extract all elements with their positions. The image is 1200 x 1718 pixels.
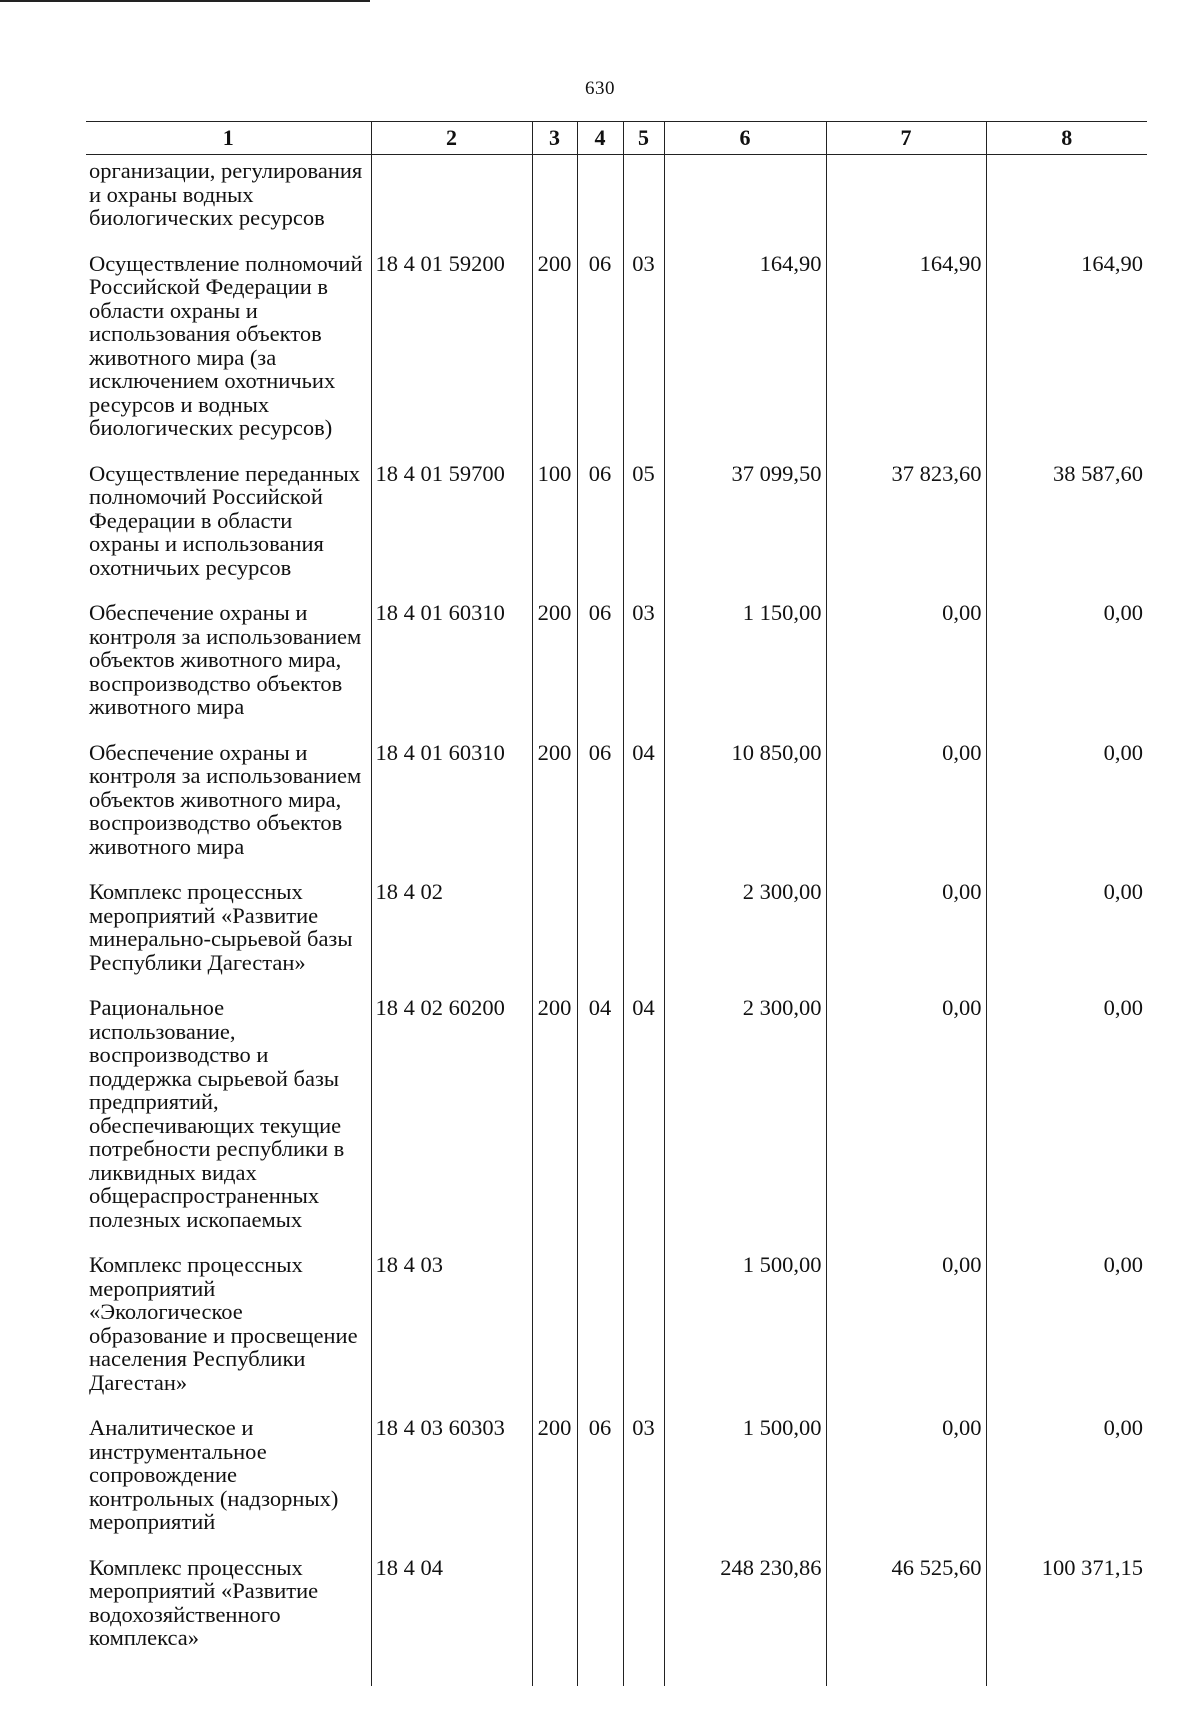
header-col-2: 2 (371, 122, 532, 155)
row-col4: 04 (577, 990, 623, 1247)
header-row (86, 122, 1147, 155)
row-code (371, 155, 532, 246)
row-value-8: 0,00 (986, 1247, 1147, 1410)
row-value-6: 1 150,00 (664, 595, 826, 735)
row-col5: 04 (623, 735, 664, 875)
row-col4: 06 (577, 246, 623, 456)
header-col-5: 5 (623, 122, 664, 155)
row-value-7: 0,00 (826, 735, 986, 875)
row-name: Комплекс процессных мероприятий «Развитие водохозяйственного комплекса» (89, 1554, 319, 1650)
row-col4 (577, 1247, 623, 1410)
row-col3: 200 (532, 735, 577, 875)
table-row (86, 595, 1147, 735)
row-value-6: 2 300,00 (664, 874, 826, 990)
table-body (86, 155, 1147, 1686)
row-value-7: 164,90 (826, 246, 986, 456)
row-value-7: 0,00 (826, 1410, 986, 1550)
row-value-8: 0,00 (986, 1410, 1147, 1550)
header-col-7: 7 (826, 122, 986, 155)
row-col5 (623, 874, 664, 990)
row-value-7: 37 823,60 (826, 456, 986, 596)
row-value-7: 0,00 (826, 874, 986, 990)
row-name: Осуществление переданных полномочий Российской Федерации в области охраны и использования охотничьих ресурсов (89, 460, 360, 580)
row-col5 (623, 1550, 664, 1656)
row-col5: 03 (623, 595, 664, 735)
row-value-6 (664, 155, 826, 246)
row-col3: 100 (532, 456, 577, 596)
row-col4: 06 (577, 1410, 623, 1550)
table-row (86, 155, 1147, 246)
row-col3 (532, 1247, 577, 1410)
table-header (86, 122, 1147, 155)
row-value-8: 0,00 (986, 874, 1147, 990)
header-col-4: 4 (577, 122, 623, 155)
row-value-7: 46 525,60 (826, 1550, 986, 1656)
row-name: организации, регулирования и охраны водных биологических ресурсов (89, 158, 363, 230)
row-code: 18 4 03 60303 (371, 1410, 532, 1550)
row-code: 18 4 01 59200 (371, 246, 532, 456)
row-name: Комплекс процессных мероприятий «Экологическое образование и просвещение населения Республики Дагестан» (89, 1252, 358, 1395)
row-value-6: 2 300,00 (664, 990, 826, 1247)
row-col3: 200 (532, 1410, 577, 1550)
row-code: 18 4 02 60200 (371, 990, 532, 1247)
row-col4 (577, 874, 623, 990)
row-code: 18 4 02 (371, 874, 532, 990)
row-col4 (577, 1550, 623, 1656)
row-code: 18 4 01 60310 (371, 595, 532, 735)
row-col3 (532, 155, 577, 246)
row-col4 (577, 155, 623, 246)
row-name: Рациональное использование, воспроизводство и поддержка сырьевой базы предприятий, обеспечивающих текущие потребности республики в ликвидных видах общераспространенных полезных ископаемых (89, 995, 345, 1232)
row-col3 (532, 874, 577, 990)
row-col5 (623, 1247, 664, 1410)
row-col5: 03 (623, 246, 664, 456)
row-code: 18 4 01 60310 (371, 735, 532, 875)
row-value-6: 10 850,00 (664, 735, 826, 875)
header-col-1: 1 (86, 122, 371, 155)
table-row (86, 735, 1147, 875)
table-row (86, 990, 1147, 1247)
row-col5: 04 (623, 990, 664, 1247)
row-col3 (532, 1550, 577, 1656)
row-col4: 06 (577, 595, 623, 735)
header-col-8: 8 (986, 122, 1147, 155)
table-row (86, 1550, 1147, 1656)
budget-table (86, 121, 1147, 1686)
row-name: Обеспечение охраны и контроля за использованием объектов животного мира, воспроизводство объектов животного мира (89, 600, 362, 719)
row-value-7: 0,00 (826, 1247, 986, 1410)
row-value-6: 1 500,00 (664, 1410, 826, 1550)
row-value-8: 164,90 (986, 246, 1147, 456)
row-code: 18 4 01 59700 (371, 456, 532, 596)
row-value-7 (826, 155, 986, 246)
table-continuation (86, 1656, 1147, 1686)
row-code: 18 4 03 (371, 1247, 532, 1410)
row-value-8: 0,00 (986, 990, 1147, 1247)
row-name: Осуществление полномочий Российской Федерации в области охраны и использования объектов животного мира (за исключением охотничьих ресурсов и водных биологических ресурсов) (89, 250, 363, 440)
row-col5: 05 (623, 456, 664, 596)
row-value-6: 1 500,00 (664, 1247, 826, 1410)
header-col-3: 3 (532, 122, 577, 155)
row-col5 (623, 155, 664, 246)
table-row (86, 874, 1147, 990)
row-name: Аналитическое и инструментальное сопровождение контрольных (надзорных) мероприятий (89, 1415, 339, 1534)
table-row (86, 456, 1147, 596)
row-col3: 200 (532, 246, 577, 456)
row-value-7: 0,00 (826, 990, 986, 1247)
row-col4: 06 (577, 456, 623, 596)
row-value-8: 38 587,60 (986, 456, 1147, 596)
row-col4: 06 (577, 735, 623, 875)
row-value-6: 248 230,86 (664, 1550, 826, 1656)
row-value-8 (986, 155, 1147, 246)
table-row (86, 1410, 1147, 1550)
table-row (86, 246, 1147, 456)
row-value-8: 0,00 (986, 595, 1147, 735)
header-col-6: 6 (664, 122, 826, 155)
row-value-7: 0,00 (826, 595, 986, 735)
row-value-8: 0,00 (986, 735, 1147, 875)
row-col3: 200 (532, 990, 577, 1247)
row-value-8: 100 371,15 (986, 1550, 1147, 1656)
top-scan-rule (0, 0, 370, 2)
row-col3: 200 (532, 595, 577, 735)
row-name: Обеспечение охраны и контроля за использованием объектов животного мира, воспроизводство объектов животного мира (89, 739, 362, 859)
row-name: Комплекс процессных мероприятий «Развитие минерально-сырьевой базы Республики Дагестан» (89, 879, 353, 975)
row-col5: 03 (623, 1410, 664, 1550)
row-value-6: 37 099,50 (664, 456, 826, 596)
row-value-6: 164,90 (664, 246, 826, 456)
page-number: 630 (585, 78, 615, 99)
row-code: 18 4 04 (371, 1550, 532, 1656)
table-row (86, 1247, 1147, 1410)
